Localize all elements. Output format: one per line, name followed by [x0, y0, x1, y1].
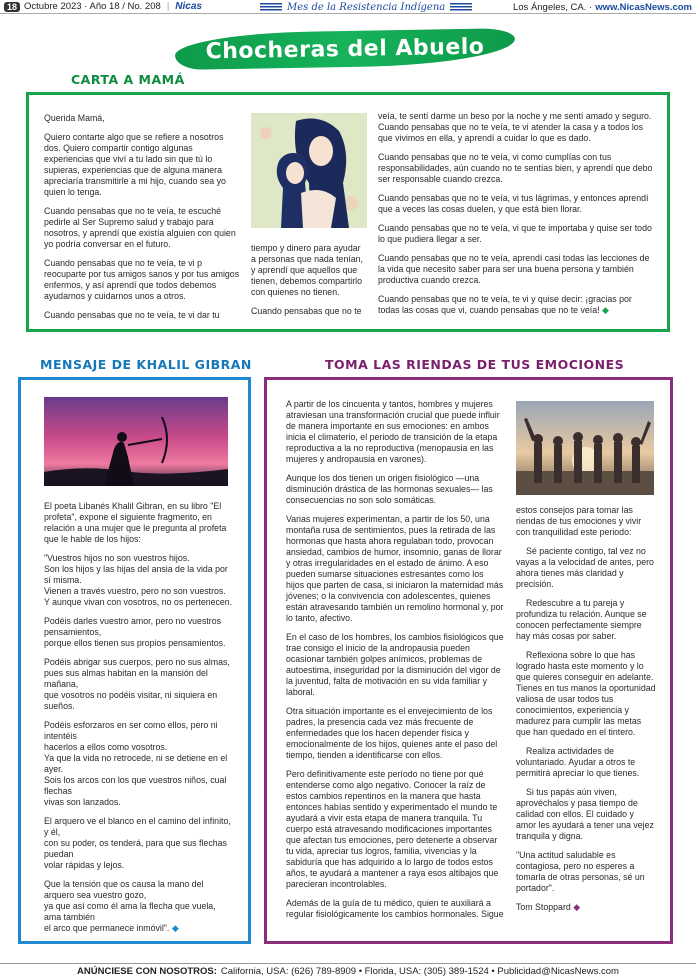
page-header: 18 Octubre 2023 · Año 18 / No. 208 | Nicas — [0, 0, 696, 14]
paragraph: Reflexiona sobre lo que has logrado hasta este momento y lo que quieres conseguir en adelante. Tienes en tus manos la oportunidad valiosa de usar todos tus conocimientos, experiencia y madurez para cumplir las metas que han quedado en el tintero. — [516, 650, 656, 737]
paragraph: Podéis esforzaros en ser como ellos, pero ni intentéis hacerlos a ellos como vosotros. Ya que la vida no retrocede, ni se detiene en el ayer. Sois los arcos con los que vuestros niños, cual flechas vivas son lanzados. — [44, 720, 228, 807]
footer-contact: California, USA: (626) 789-8909 • Florida, USA: (305) 389-1524 • Publicidad@NicasNews.com — [220, 966, 619, 977]
paragraph: veía, te sentí darme un beso por la noche y me sentí amado y seguro. Cuando pensabas que no te veía, te vi atender la casa y a todos los que vivimos en ella, y aprendí a cuidar lo que es dado. — [378, 111, 652, 143]
header-location: Los Ángeles, CA. · — [512, 1, 593, 13]
paragraph: Quiero contarte algo que se refiere a nosotros dos. Quiero compartir contigo algunas experiencias que viví a tu lado sin que tú lo supieras, experiencias que de alguna manera apreciaría transmitirle a mi hijo, cuando sea yo quien lo tenga. — [44, 132, 226, 197]
paragraph: Redescubre a tu pareja y profundiza tu relación. Aunque se conocen perfectamente siempre hay más cosas por saber. — [516, 598, 647, 641]
paragraph: Querida Mamá, — [44, 113, 105, 123]
toma-column-1 — [286, 399, 504, 928]
paragraph: "Una actitud saludable es contagiosa, pero no esperes a tomarla de otras personas, sé un portador". — [516, 850, 645, 893]
header-center-title: Mes de la Resistencia Indígena — [287, 1, 446, 13]
paragraph: Tom Stoppard ◆ — [516, 902, 580, 912]
paragraph: tiempo y dinero para ayudar a personas que nada tenían, y aprendí que aquellos que tienen, debemos compartirlo con quienes no tienen. — [251, 243, 364, 297]
paragraph: Cuando pensabas que no te veía, te vi dar tu — [44, 310, 220, 320]
paragraph: A partir de los cincuenta y tantos, hombres y mujeres atraviesan una transformación crucial que puede influir de manera importante en sus emociones: en ambos inicia el climaterio, el periodo de transición de la etapa reproductiva a la no reproductiva (menopausia en las mujeres y andropausia en varones). — [286, 399, 500, 464]
paragraph: Cuando pensabas que no te veía, te escuché pedirle al Ser Supremo salud y trabajo para nosotros, y aprendí que existía alguien con quien yo podría conversar en el futuro. — [44, 206, 236, 249]
section-banner — [175, 28, 516, 70]
paragraph: Podéis abrigar sus cuerpos, pero no sus almas, pues sus almas habitan en la mansión del mañana, que vosotros no podéis visitar, ni siquiera en sueños. — [44, 657, 230, 711]
page-number: 18 — [4, 2, 20, 12]
flag-stripes-icon — [260, 3, 282, 11]
diamond-icon: ◆ — [169, 923, 179, 933]
paragraph: Realiza actividades de voluntariado. Ayudar a otros te permitirá apreciar lo que tienes. — [516, 746, 640, 778]
paragraph: Cuando pensabas que no te veía, aprendí casi todas las lecciones de la vida que necesito saber para ser una buena persona y también productiva cuando crezca. — [378, 253, 650, 285]
carta-column-3 — [378, 111, 654, 324]
footer-label: ANÚNCIESE CON NOSOTROS: — [77, 966, 217, 977]
header-center — [255, 0, 477, 14]
diamond-icon: ◆ — [570, 902, 580, 912]
paragraph: Podéis darles vuestro amor, pero no vuestros pensamientos, porque ellos tienen sus propios pensamientos. — [44, 616, 226, 648]
paragraph: Pero definitivamente este período no tiene por qué entenderse como algo negativo. Conocer la raíz de estos cambios repentinos en la manera que hasta entonces habías sentido y experimentado el mundo te ayudará a vivir esta etapa de manera tranquila. Tu cuerpo está atravesando modificaciones importantes que afectan tus emociones, pero detenerte a observar tu vida, apreciar tus logros, familia, vivencias y la sabiduría que has adquirido a lo largo de todos estos años, te ayudará a mantener a raya esos altibajos que parecieran incontrolables. — [286, 769, 499, 889]
banner-title: Chocheras del Abuelo — [205, 34, 485, 64]
toma-title: TOMA LAS RIENDAS DE TUS EMOCIONES — [325, 357, 625, 372]
paragraph: "Vuestros hijos no son vuestros hijos. Son los hijos y las hijas del ansia de la vida por sí misma. Vienen a través vuestro, pero no son vuestros. Y aunque vivan con vosotros, no os pertenecen. — [44, 553, 233, 607]
diamond-icon: ◆ — [599, 305, 609, 315]
paragraph: Cuando pensabas que no te veía, vi como cumplías con tus responsabilidades, aún cuando no te sentías bien, y aprendí que debo ser responsable cuando crezca. — [378, 152, 653, 184]
paragraph: Cuando pensabas que no te veía, vi tus lágrimas, y entonces aprendí que a veces las cosas duelen, y que está bien llorar. — [378, 193, 649, 214]
paragraph: En el caso de los hombres, los cambios fisiológicos que trae consigo el inicio de la andropausia pueden ocasionar también golpes anímicos, problemas de autoestima, inseguridad por la disminución del vigor de la juventud, falta de motivación en su vida familiar y laboral. — [286, 632, 504, 697]
paragraph: estos consejos para tomar las riendas de tus emociones y vivir con tranquilidad este periodo: — [516, 505, 642, 537]
header-right — [513, 0, 692, 14]
paragraph: Aunque los dos tienen un origen fisiológico —una disminución drástica de las hormonas sexuales— las consecuencias no son solo somáticas. — [286, 473, 493, 505]
carta-column-2 — [251, 243, 367, 325]
paragraph: Además de la guía de tu médico, quien te auxiliará a regular fisiológicamente los cambios hormonales. Sigue — [286, 898, 504, 919]
paragraph: Otra situación importante es el envejecimiento de los padres, la presencia cada vez más frecuente de enfermedades que los hacen depender física y emocionalmente de los hijos, quienes ante el paso del tiempo, tienden a identificarse con ellos. — [286, 706, 498, 760]
people-sunset-photo — [516, 401, 654, 495]
toma-column-2 — [516, 505, 656, 921]
paragraph: Cuando pensabas que no te veía, vi que te importaba y quise ser todo lo que pudiera llegar a ser. — [378, 223, 652, 244]
paragraph: El arquero ve el blanco en el camino del infinito, y él, con su poder, os tenderá, para que sus flechas puedan volar rápidas y lejos. — [44, 816, 231, 870]
paragraph: Si tus papás aún viven, aprovéchalos y pasa tiempo de calidad con ellos. El cuidado y amor les ayudará a tener una vejez tranquila y digna. — [516, 787, 654, 841]
paragraph: El poeta Libanés Khalil Gibran, en su libro "El profeta", expone el siguiente fragmento, en relación a una mujer que le pregunta al profeta que le hable de los hijos: — [44, 501, 227, 544]
page-footer — [0, 963, 696, 979]
nicas-logo: Nicas — [175, 1, 202, 12]
paragraph: Sé paciente contigo, tal vez no vayas a la velocidad de antes, pero ahora tienes más claridad y precisión. — [516, 546, 654, 589]
header-url[interactable]: www.NicasNews.com — [595, 1, 692, 13]
paragraph: Cuando pensabas que no te — [251, 306, 362, 316]
paragraph: Varias mujeres experimentan, a partir de los 50, una montaña rusa de sentimientos, pues la retirada de las hormonas que hasta ahora regulaban todo, provocan ansiedad, cambios de humor, insomnio, ganas de llorar y otras irregularidades en el estado de ánimo. A eso pueden sumarse situaciones estresantes como los hijos que parten de casa, si iniciaron la maternidad más jóvenes; o la convivencia con adolescentes, quienes están atravesando también un remolino hormonal y, por lo tanto, afectivo. — [286, 514, 504, 623]
carta-title: CARTA A MAMÁ — [71, 72, 185, 87]
archer-sunset-photo — [44, 397, 228, 486]
paragraph: Cuando pensabas que no te veía, te vi p reocuparte por tus amigos sanos y por tus amigos enfermos, y así aprendí que todos debemos ayudarnos y cuidarnos unos a otros. — [44, 258, 240, 301]
paragraph: Cuando pensabas que no te veía, te vi y quise decir: ¡gracias por todas las cosas que vi, cuando pensabas que no te veía! ◆ — [378, 294, 632, 315]
khalil-column — [44, 501, 234, 942]
mother-daughter-illustration — [251, 113, 367, 228]
flag-stripes-icon — [450, 3, 472, 11]
carta-column-1 — [44, 113, 240, 329]
khalil-title: MENSAJE DE KHALIL GIBRAN — [40, 357, 252, 372]
issue-info: Octubre 2023 · Año 18 / No. 208 — [24, 1, 161, 12]
paragraph: Que la tensión que os causa la mano del arquero sea vuestro gozo, ya que así como él ama la flecha que vuela, ama también el arco que permanece inmóvil". ◆ — [44, 879, 216, 933]
